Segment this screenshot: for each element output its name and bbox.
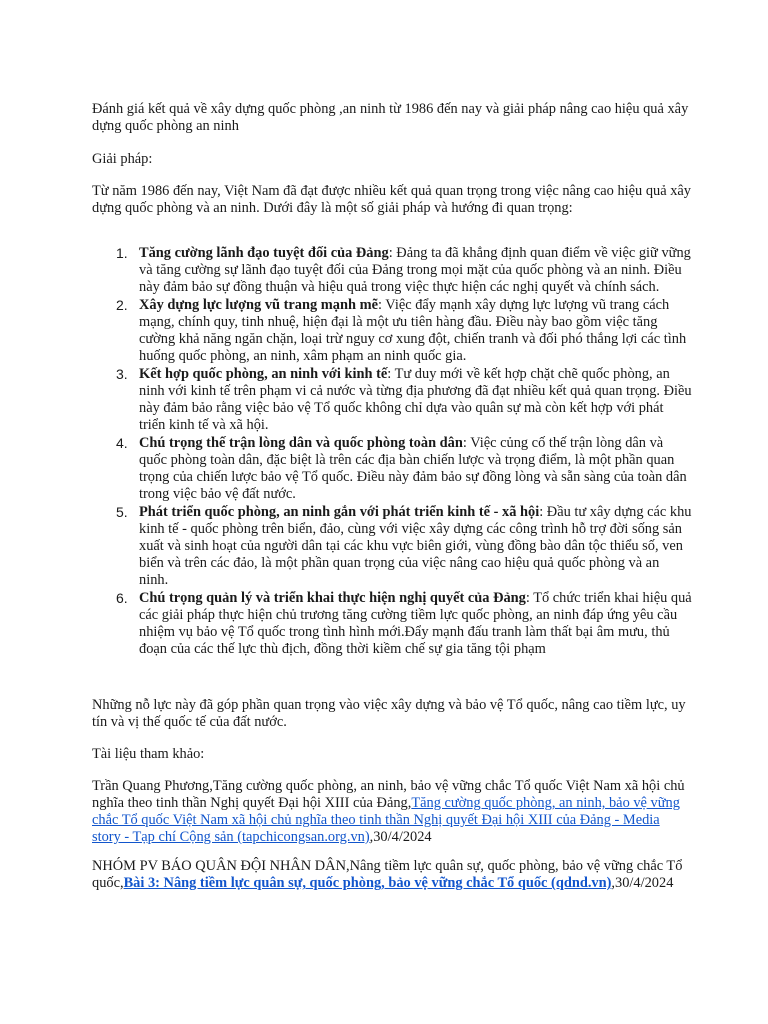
solution-heading: Giải pháp:	[92, 151, 153, 167]
reference-source: NHÓM PV BÁO QUÂN ĐỘI NHÂN DÂN,Nâng tiềm lực quân sự, quốc phòng, bảo vệ vững chắc Tổ quốc,	[92, 858, 683, 891]
reference-date: ,30/4/2024	[611, 875, 674, 891]
solution-heading-text: Kết hợp quốc phòng, an ninh với kinh tế	[139, 366, 388, 382]
reference-item	[92, 778, 692, 846]
solution-body: : Tư duy mới về kết hợp chặt chẽ quốc phòng, an ninh với kinh tế trên phạm vi cả nước và từng địa phương đã đạt nhiều kết quả quan trọng. Điều này đảm bảo rằng việc bảo vệ Tổ quốc không chỉ dựa vào quân sự mà còn kết hợp với phát triển kinh tế và xã hội.	[139, 366, 692, 433]
list-item	[92, 590, 692, 658]
references-heading: Tài liệu tham khảo:	[92, 746, 205, 762]
list-number: 3.	[116, 366, 128, 382]
intro-paragraph: Từ năm 1986 đến nay, Việt Nam đã đạt được nhiều kết quả quan trọng trong việc nâng cao hiệu quả xây dựng quốc phòng và an ninh. Dưới đây là một số giải pháp và hướng đi quan trọng:	[92, 183, 691, 216]
document-title: Đánh giá kết quả về xây dựng quốc phòng ,an ninh từ 1986 đến nay và giải pháp nâng cao hiệu quả xây dựng quốc phòng an ninh	[92, 101, 689, 134]
list-number: 1.	[116, 245, 128, 261]
solution-heading-text: Chú trọng thế trận lòng dân và quốc phòng toàn dân	[139, 435, 463, 451]
reference-date: ,30/4/2024	[369, 829, 432, 845]
list-number: 4.	[116, 435, 128, 451]
list-item	[92, 435, 692, 503]
reference-source: Trần Quang Phương,Tăng cường quốc phòng, an ninh, bảo vệ vững chắc Tổ quốc Việt Nam xã hội chủ nghĩa theo tinh thần Nghị quyết Đại hội XIII của Đảng,	[92, 778, 685, 811]
conclusion-paragraph: Những nỗ lực này đã góp phần quan trọng vào việc xây dựng và bảo vệ Tổ quốc, nâng cao tiềm lực, uy tín và vị thế quốc tế của đất nước.	[92, 697, 686, 730]
list-item	[92, 366, 692, 434]
list-number: 5.	[116, 504, 128, 520]
solution-heading-text: Phát triển quốc phòng, an ninh gắn với phát triển kinh tế - xã hội	[139, 504, 540, 520]
list-item	[92, 245, 692, 296]
list-item	[92, 297, 692, 365]
solution-body: : Đảng ta đã khẳng định quan điểm về việc giữ vững và tăng cường sự lãnh đạo tuyệt đối của Đảng trong mọi mặt của quốc phòng và an ninh. Điều này đảm bảo sự đồng thuận và hiệu quả trong việc thực hiện các nghị quyết và chính sách.	[139, 245, 691, 295]
reference-item	[92, 858, 692, 892]
solution-body: : Việc đẩy mạnh xây dựng lực lượng vũ trang cách mạng, chính quy, tinh nhuệ, hiện đại là một ưu tiên hàng đầu. Điều này bao gồm việc tăng cường khả năng ngăn chặn, loại trừ nguy cơ xung đột, chiến tranh và đối phó thắng lợi các tình huống quốc phòng, an ninh, xâm phạm an ninh quốc gia.	[139, 297, 687, 364]
reference-link[interactable]: Tăng cường quốc phòng, an ninh, bảo vệ vững chắc Tổ quốc Việt Nam xã hội chủ nghĩa theo tinh thần Nghị quyết Đại hội XIII của Đảng - Media story - Tạp chí Cộng sản (tapchicongsan.org.vn)	[92, 795, 680, 845]
list-number: 6.	[116, 590, 128, 606]
solution-body: : Đầu tư xây dựng các khu kinh tế - quốc phòng trên biển, đảo, cùng với việc xây dựng các công trình hỗ trợ đời sống sản xuất và sinh hoạt của người dân tại các khu vực biên giới, vùng đồng bào dân tộc thiểu số, ven biển và trên các đảo, là một phần quan trọng của việc nâng cao hiệu quả quốc phòng và an ninh.	[139, 504, 692, 588]
solution-body: : Tổ chức triển khai hiệu quả các giải pháp thực hiện chủ trương tăng cường tiềm lực quốc phòng, an ninh đáp ứng yêu cầu nhiệm vụ bảo vệ Tổ quốc trong tình hình mới.Đẩy mạnh đấu tranh làm thất bại âm mưu, thủ đoạn của các thế lực thù địch, đồng thời kiềm chế sự gia tăng tội phạm	[139, 590, 692, 657]
solution-heading-text: Xây dựng lực lượng vũ trang mạnh mẽ	[139, 297, 378, 313]
reference-link[interactable]: Bài 3: Nâng tiềm lực quân sự, quốc phòng, bảo vệ vững chắc Tổ quốc (qdnd.vn)	[123, 875, 612, 891]
solution-heading-text: Tăng cường lãnh đạo tuyệt đối của Đảng	[139, 245, 389, 261]
solution-heading-text: Chú trọng quản lý và triển khai thực hiện nghị quyết của Đảng	[139, 590, 526, 606]
solutions-list	[92, 245, 692, 659]
solution-body: : Việc củng cố thế trận lòng dân và quốc phòng toàn dân, đặc biệt là trên các địa bàn chiến lược và trọng điểm, là một phần quan trọng của chiến lược bảo vệ Tổ quốc. Điều này đảm bảo sự đồng lòng và sẵn sàng của toàn dân trong việc bảo vệ đất nước.	[139, 435, 687, 502]
list-item	[92, 504, 692, 589]
list-number: 2.	[116, 297, 128, 313]
